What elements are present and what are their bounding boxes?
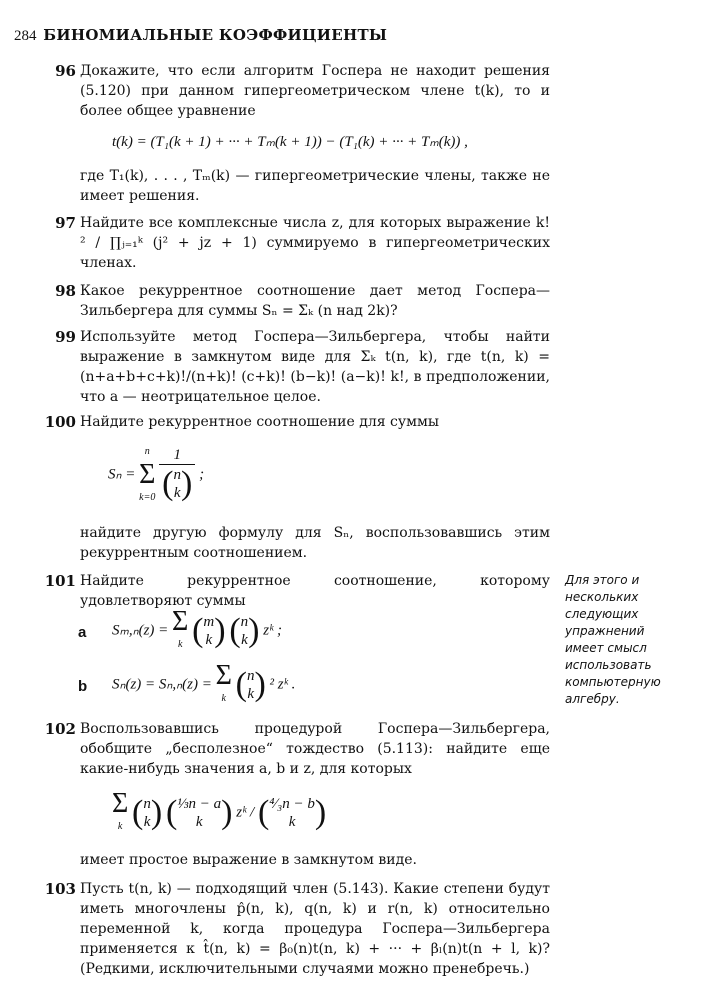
exercise-number: 101: [44, 572, 76, 590]
exercise-text: Найдите рекуррентное соотношение, которому удовлетворяют суммы: [80, 573, 550, 609]
exercise-text-continued: имеет простое выражение в замкнутом виде.: [80, 852, 417, 868]
sum-index: k: [221, 693, 226, 704]
exercise-text: Пусть t(n, k) — подходящий член (5.143). Какие степени будут иметь многочлены p̂(n, k), q(n, k) и r(n, k) относительно переменной k, когда процедура Госпера—Зильбергера применяется к t̂(n, k) = β₀(n)t(n, k) + ··· + βₗ(n)t(n + l, k)? (Редкими, исключительными случаями можно пренебречь.): [80, 881, 550, 977]
sum-lower-limit: k=0: [139, 492, 156, 503]
binom-top: n: [143, 796, 151, 812]
exercise-text: Докажите, что если алгоритм Госпера не находит решения (5.120) при данном гипергеометрическом члене t(k), то и более общее уравнение: [80, 63, 550, 119]
exercise-number: 99: [55, 328, 76, 346]
formula-tail: ;: [199, 466, 205, 483]
binom-top: n: [246, 668, 255, 684]
exercise-number: 96: [55, 62, 76, 80]
exercise-number: 97: [55, 214, 76, 232]
formula-middle: zᵏ /: [236, 804, 255, 821]
sum-operator: Σ k: [172, 608, 188, 654]
binom-bottom: k: [241, 632, 248, 648]
fraction: [159, 447, 195, 503]
fraction-numerator: 1: [159, 447, 195, 465]
exercise-text: Воспользовавшись процедурой Госпера—Зильбергера, обобщите „бесполезное“ тождество (5.113): найдите еще какие-нибудь значения a, b и z, для которых: [80, 721, 550, 777]
binom-top: m: [203, 614, 215, 630]
formula-tail: zᵏ ;: [263, 622, 283, 639]
exercise-number: 103: [44, 880, 76, 898]
binom-bottom: k: [173, 485, 181, 501]
display-formula: Σ k ( n k ) ( ⅓n − a k ) zᵏ / ( ⁴⁄₃n − b k ): [112, 790, 326, 836]
sum-index: k: [117, 821, 123, 832]
binom-top: ⅓n − a: [177, 796, 222, 812]
formula-lhs: Sₙ(z) = Sₙ,ₙ(z) =: [112, 676, 212, 693]
sum-operator: [139, 443, 155, 507]
chapter-title: БИНОМИАЛЬНЫЕ КОЭФФИЦИЕНТЫ: [43, 26, 388, 44]
part-a-label: a: [78, 624, 87, 641]
page-number: 284: [14, 28, 37, 44]
sum-operator: Σ k: [112, 790, 128, 836]
sigma-symbol: Σ: [139, 459, 156, 490]
sum-index: k: [177, 639, 183, 650]
binom-top: ⁴⁄₃n − b: [269, 796, 315, 812]
fraction-denominator: ( n k ): [162, 465, 193, 502]
binom-bottom: k: [247, 686, 255, 702]
formula-lhs: Sₙ =: [108, 466, 136, 483]
exercise-text: Какое рекуррентное соотношение дает метод Госпера—Зильбергера для суммы Sₙ = Σₖ (n над 2k)?: [80, 283, 550, 319]
exercise-text: Найдите все комплексные числа z, для которых выражение k!² / ∏ⱼ₌₁ᵏ (j² + jz + 1) суммируемо в гипергеометрических членах.: [80, 215, 550, 271]
display-formula-a: Sₘ,ₙ(z) = Σ k ( m k ) ( n k ) zᵏ ;: [112, 608, 282, 654]
exercise-number: 98: [55, 282, 76, 300]
formula-lhs: Sₘ,ₙ(z) =: [112, 622, 169, 639]
binom-bottom: k: [195, 814, 203, 830]
display-formula-b: Sₙ(z) = Sₙ,ₙ(z) = Σ k ( n k ) ² zᵏ .: [112, 662, 295, 708]
formula-tail: ² zᵏ .: [269, 676, 296, 693]
binom-bottom: k: [143, 814, 151, 830]
binom-bottom: k: [288, 814, 296, 830]
exercise-text: Используйте метод Госпера—Зильбергера, чтобы найти выражение в замкнутом виде для Σₖ t(n, k), где t(n, k) = (n+a+b+c+k)!/(n+k)! (c+k)! (b−k)! (a−k)! k!, в предположении, что a — неотрицательное целое.: [80, 329, 550, 405]
margin-note: Для этого и нескольких следующих упражнений имеет смысл использовать компьютерную алгебру.: [565, 573, 661, 706]
part-b-label: b: [78, 678, 88, 695]
exercise-text-continued: найдите другую формулу для Sₙ, воспользовавшись этим рекуррентным соотношением.: [80, 525, 550, 561]
display-formula: [108, 443, 204, 507]
binom-bottom: k: [205, 632, 213, 648]
exercise-text-continued: где T₁(k), . . . , Tₘ(k) — гипергеометрические члены, также не имеет решения.: [80, 168, 550, 204]
binom-top: n: [240, 614, 249, 630]
sum-operator: Σ k: [216, 662, 232, 708]
display-formula: t(k) = (T₁(k + 1) + ··· + Tₘ(k + 1)) − (T₁(k) + ··· + Tₘ(k)) ,: [112, 134, 468, 150]
exercise-text: Найдите рекуррентное соотношение для суммы: [80, 414, 440, 430]
exercise-number: 100: [44, 413, 76, 431]
sum-upper-limit: n: [144, 446, 150, 457]
running-header: [14, 26, 387, 45]
exercise-number: 102: [44, 720, 76, 738]
binom-top: n: [173, 467, 181, 483]
